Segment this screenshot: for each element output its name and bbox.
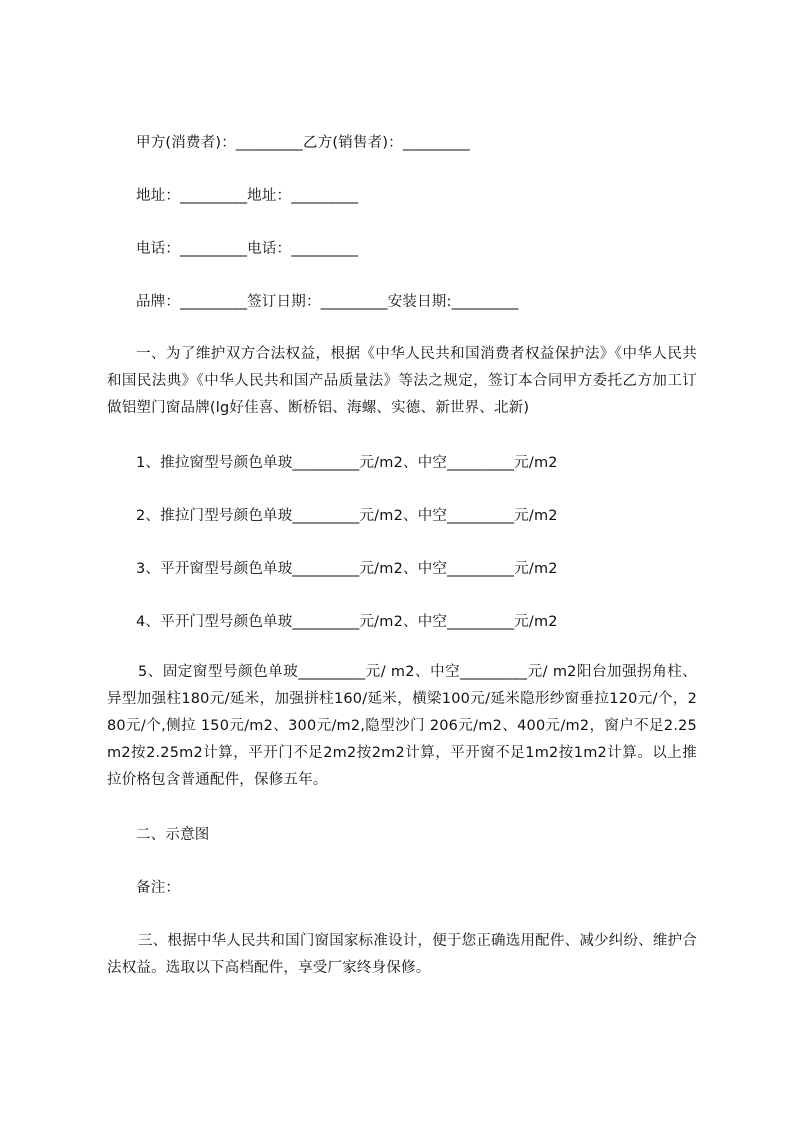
party-line: 甲方(消费者)：_________乙方(销售者)：_________ [136, 135, 470, 151]
price-item-2: 2、推拉门型号颜色单玻_________元/m2、中空_________元/m2 [136, 508, 558, 524]
address-line: 地址：_________地址：_________ [136, 188, 359, 204]
phone-line: 电话：_________电话：_________ [136, 241, 359, 257]
clause-three-paragraph: 三、根据中华人民共和国门窗国家标准设计，便于您正确选用配件、减少纠纷、维护合法权益。选取以下高档配件，享受厂家终身保修。 [107, 933, 697, 976]
price-item-4: 4、平开门型号颜色单玻_________元/m2、中空_________元/m2 [136, 614, 558, 630]
price-item-1: 1、推拉窗型号颜色单玻_________元/m2、中空_________元/m2 [136, 455, 558, 471]
section-two-heading: 二、示意图 [136, 827, 210, 843]
brand-date-line: 品牌：_________签订日期：_________安装日期:_________ [136, 294, 519, 310]
price-item-5-paragraph: 5、固定窗型号颜色单玻_________元/ m2、中空_________元/ m2阳台加强拐角柱、异型加强柱180元/延米，加强拼柱160/延米，横梁100元/延米隐形纱窗垂拉120元/个，280元/个,侧拉 150元/m2、300元/m2,隐型沙门 206元/m2、400元/m2，窗户不足2.25m2按2.25m2计算，平开门不足2m2按2m2计算，平开窗不足1m2按1m2计算。以上推拉价格包含普通配件，保修五年。 [107, 664, 697, 788]
price-item-3: 3、平开窗型号颜色单玻_________元/m2、中空_________元/m2 [136, 561, 558, 577]
remark-label: 备注： [136, 880, 181, 896]
clause-one-paragraph: 一、为了维护双方合法权益，根据《中华人民共和国消费者权益保护法》《中华人民共和国民法典》《中华人民共和国产品质量法》等法之规定，签订本合同甲方委托乙方加工订做铝塑门窗品牌(lg好佳喜、断桥铝、海螺、实德、新世界、北新) [107, 346, 697, 416]
